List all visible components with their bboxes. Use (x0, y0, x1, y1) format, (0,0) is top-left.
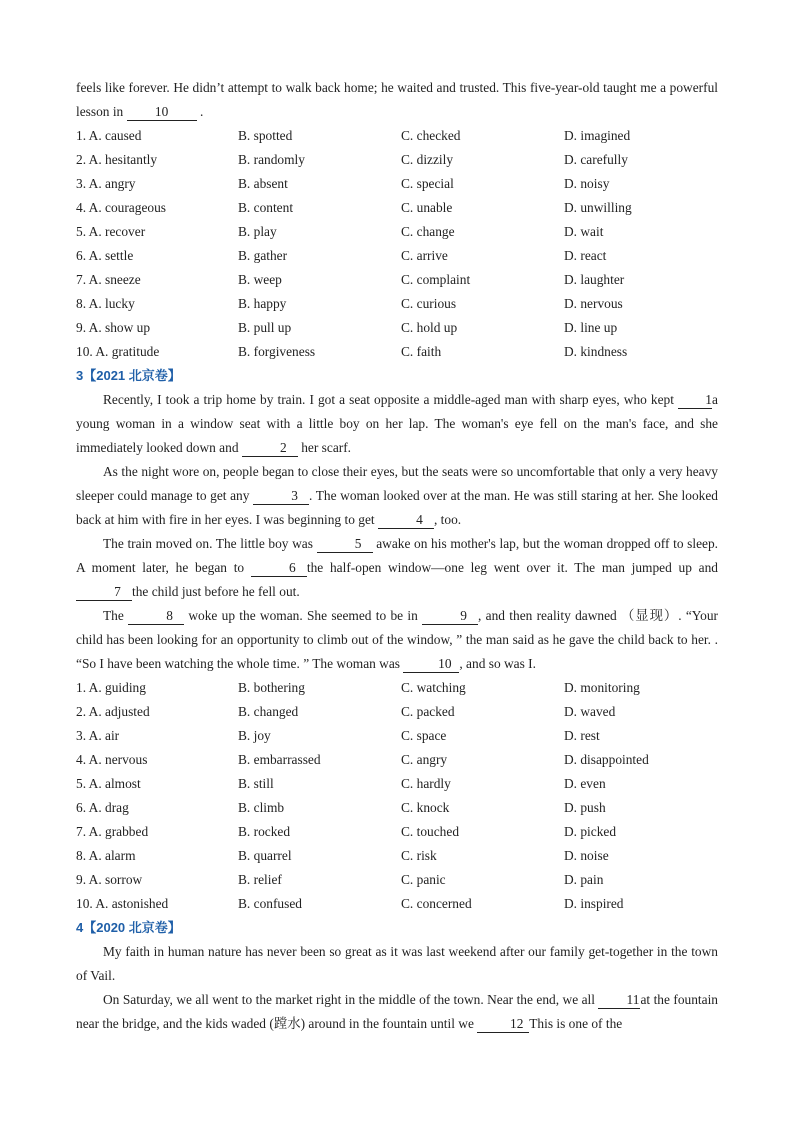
blank-12: 12 (477, 1015, 529, 1033)
option-row: 9. A. show up B. pull up C. hold up D. line up (76, 320, 618, 335)
blank-10: 10 (403, 655, 459, 673)
option-row: 5. A. almost B. still C. hardly D. even (76, 776, 606, 791)
option-row: 7. A. sneeze B. weep C. complaint D. laughter (76, 272, 625, 287)
blank-4: 4 (378, 511, 434, 529)
document-page (76, 76, 718, 1036)
option-row: 6. A. drag B. climb C. knock D. push (76, 800, 606, 815)
option-row: 3. A. air B. joy C. space D. rest (76, 728, 600, 743)
option-row: 1. A. caused B. spotted C. checked D. imagined (76, 128, 631, 143)
passage-paragraph: My faith in human nature has never been so great as it was last weekend after our family get-together in the town of Vail. (76, 944, 718, 983)
section-heading-3: 3【2021 北京卷】 (76, 368, 181, 383)
blank-9: 9 (422, 607, 478, 625)
passage-paragraph: The train moved on. The little boy was 5 awake on his mother's lap, but the woman dropped off to sleep. A moment later, he began to 6 the half-open window—one leg went over it. The man jumped up and 7 the child just before he fell out. (76, 536, 719, 599)
option-row: 8. A. alarm B. quarrel C. risk D. noise (76, 848, 609, 863)
passage-paragraph: The 8 woke up the woman. She seemed to be in 9 , and then reality dawned （显现）. “Your child has been looking for an opportunity to climb out of the window, ” the man said as he gave the child back to her. . “So I have been watching the whole time. ” The woman was 10 , and so was I. (76, 608, 718, 671)
blank-7: 7 (76, 583, 132, 601)
blank-10: 10 (127, 103, 197, 121)
blank-1: 1 (678, 391, 712, 409)
blank-2: 2 (242, 439, 298, 457)
blank-3: 3 (253, 487, 309, 505)
option-row: 3. A. angry B. absent C. special D. noisy (76, 176, 610, 191)
blank-11: 11 (598, 991, 640, 1009)
section-heading-4: 4【2020 北京卷】 (76, 920, 181, 935)
option-row: 10. A. gratitude B. forgiveness C. faith D. kindness (76, 344, 628, 359)
option-row: 2. A. hesitantly B. randomly C. dizzily D. carefully (76, 152, 628, 167)
option-row: 9. A. sorrow B. relief C. panic D. pain (76, 872, 604, 887)
option-row: 4. A. courageous B. content C. unable D. unwilling (76, 200, 632, 215)
passage-ending: feels like forever. He didn’t attempt to walk back home; he waited and trusted. This five-year-old taught me a powerful lesson in 10 . (76, 80, 718, 119)
option-row: 5. A. recover B. play C. change D. wait (76, 224, 604, 239)
blank-5: 5 (317, 535, 373, 553)
option-row: 10. A. astonished B. confused C. concerned D. inspired (76, 896, 624, 911)
option-row: 7. A. grabbed B. rocked C. touched D. picked (76, 824, 617, 839)
option-row: 2. A. adjusted B. changed C. packed D. waved (76, 704, 616, 719)
blank-8: 8 (128, 607, 184, 625)
options-q2 (76, 124, 718, 364)
options-q3 (76, 676, 718, 916)
blank-6: 6 (251, 559, 307, 577)
option-row: 6. A. settle B. gather C. arrive D. react (76, 248, 607, 263)
option-row: 1. A. guiding B. bothering C. watching D. monitoring (76, 680, 640, 695)
passage-paragraph: Recently, I took a trip home by train. I got a seat opposite a middle-aged man with sharp eyes, who kept 1a young woman in a window seat with a little boy on her lap. The woman's eye fell on the man's face, and she immediately looked down and 2 her scarf. (76, 392, 718, 455)
option-row: 8. A. lucky B. happy C. curious D. nervous (76, 296, 623, 311)
passage-paragraph: On Saturday, we all went to the market right in the middle of the town. Near the end, we all 11at the fountain near the bridge, and the kids waded (蹚水) around in the fountain until we 12 This is one of the (76, 992, 719, 1031)
option-row: 4. A. nervous B. embarrassed C. angry D. disappointed (76, 752, 649, 767)
passage-paragraph: As the night wore on, people began to close their eyes, but the seats were so uncomfortable that only a very heavy sleeper could manage to get any 3 . The woman looked over at the man. He was still staring at her. She looked back at him with fire in her eyes. I was beginning to get 4 , too. (76, 464, 718, 527)
